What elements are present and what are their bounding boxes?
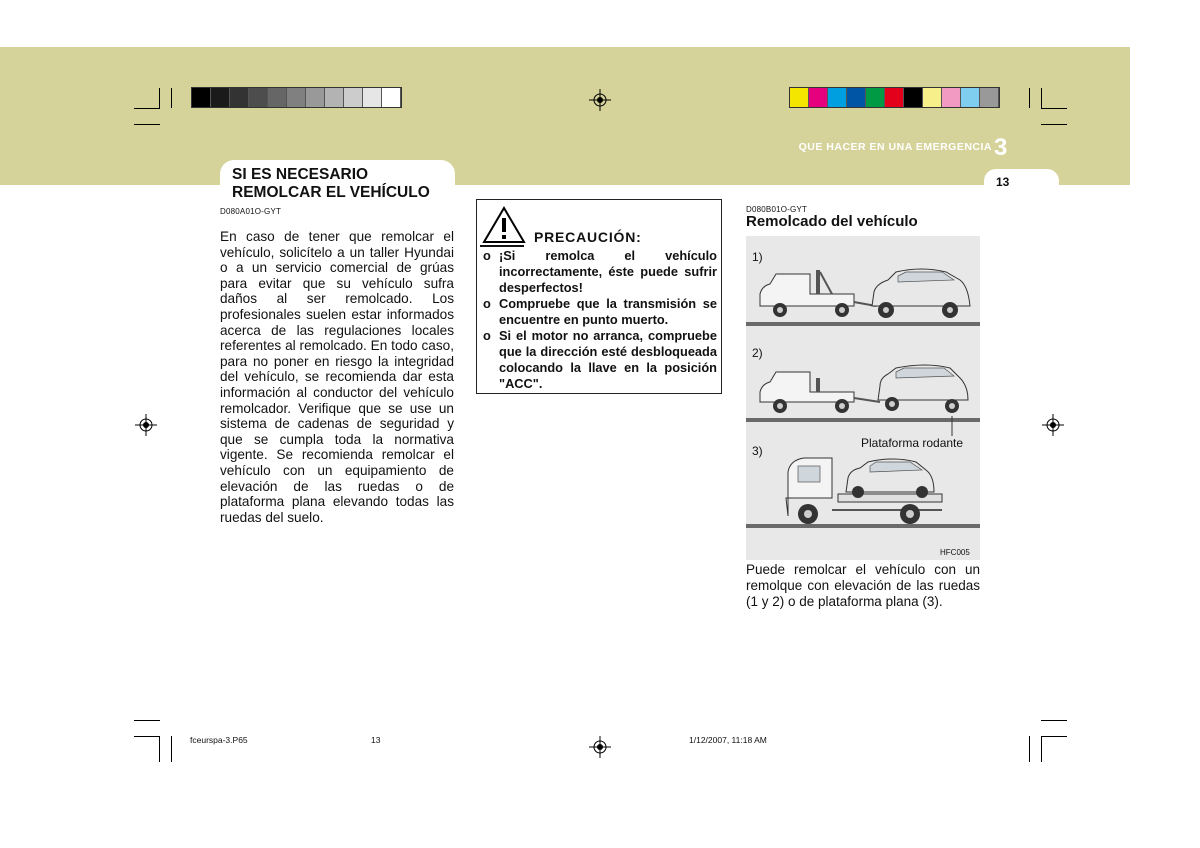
color-swatch (904, 88, 923, 107)
section-number: 3 (994, 134, 1008, 161)
caution-item (483, 296, 717, 328)
figure-label-1: 1) (752, 250, 763, 264)
color-swatch (363, 88, 382, 107)
bullet: o (483, 328, 491, 343)
caution-title: PRECAUCIÓN: (534, 229, 642, 245)
section-title: QUE HACER EN UNA EMERGENCIA (798, 141, 992, 153)
header-band (0, 47, 1130, 185)
color-swatch (942, 88, 961, 107)
registration-mark-icon (135, 414, 157, 436)
color-swatch (344, 88, 363, 107)
caution-item-text: Si el motor no arranca, compruebe que la dirección esté desbloqueada colocando la llave en la posición "ACC". (499, 328, 717, 391)
tow-truck-illustration-2 (746, 365, 980, 436)
bullet: o (483, 296, 491, 311)
bullet: o (483, 248, 491, 263)
flatbed-truck-illustration (746, 458, 980, 528)
warning-triangle-icon (481, 205, 527, 245)
tow-truck-illustration-1 (746, 269, 980, 326)
color-swatch (325, 88, 344, 107)
section-code: D080A01O-GYT (220, 207, 282, 216)
body-paragraph: En caso de tener que remolcar el vehículo, solicítelo a un taller Hyundai o a un servicio comercial de grúas para evitar que su vehículo sufra daños al ser remolcado. Los profesionales suelen estar informados acerca de las regulaciones locales referentes al remolcado. En todo caso, para no poner en riesgo la integridad del vehículo, se recomienda dar esta información al conductor del vehículo remolcador. Verifique que se use un sistema de cadenas de seguridad y que se cumpla toda la normativa vigente. Se recomienda remolcar el vehículo con un equipamiento de elevación de las ruedas o de plataforma plana elevando todas las ruedas del suelo. (220, 229, 454, 525)
registration-mark-icon (589, 89, 611, 111)
color-swatch (847, 88, 866, 107)
caution-item (483, 328, 717, 392)
grayscale-color-bar (191, 87, 402, 108)
towing-illustration (746, 236, 980, 560)
color-swatch (961, 88, 980, 107)
color-swatch (923, 88, 942, 107)
subsection-title: Remolcado del vehículo (746, 213, 918, 230)
figure-code: HFC005 (940, 548, 970, 557)
section-code: D080B01O-GYT (746, 205, 808, 214)
figure-label-2: 2) (752, 346, 763, 360)
color-swatch (287, 88, 306, 107)
process-color-bar (789, 87, 1000, 108)
page-number: 13 (996, 175, 1010, 189)
dolly-callout: Plataforma rodante (861, 436, 964, 450)
figure-label-3: 3) (752, 444, 763, 458)
color-swatch (230, 88, 249, 107)
figure-caption: Puede remolcar el vehículo con un remolque con elevación de las ruedas (1 y 2) o de plataforma plana (3). (746, 562, 980, 609)
page-title (232, 166, 430, 202)
color-swatch (980, 88, 999, 107)
towing-diagram (746, 236, 980, 560)
color-swatch (885, 88, 904, 107)
footer-page: 13 (371, 735, 381, 745)
color-swatch (306, 88, 325, 107)
color-swatch (382, 88, 401, 107)
caution-rule (480, 245, 524, 247)
color-swatch (809, 88, 828, 107)
color-swatch (866, 88, 885, 107)
footer-timestamp: 1/12/2007, 11:18 AM (689, 735, 767, 745)
color-swatch (249, 88, 268, 107)
title-line-2: REMOLCAR EL VEHÍCULO (232, 184, 430, 201)
color-swatch (790, 88, 809, 107)
color-swatch (828, 88, 847, 107)
registration-mark-icon (1042, 414, 1064, 436)
color-swatch (211, 88, 230, 107)
caution-item-text: ¡Si remolca el vehículo incorrectamente, éste puede sufrir desperfectos! (499, 248, 717, 295)
caution-item (483, 248, 717, 296)
color-swatch (268, 88, 287, 107)
footer-filename: fceurspa-3.P65 (190, 735, 248, 745)
title-line-1: SI ES NECESARIO (232, 166, 369, 183)
caution-item-text: Compruebe que la transmisión se encuentre en punto muerto. (499, 296, 717, 327)
caution-list (483, 248, 717, 392)
color-swatch (192, 88, 211, 107)
registration-mark-icon (589, 736, 611, 758)
